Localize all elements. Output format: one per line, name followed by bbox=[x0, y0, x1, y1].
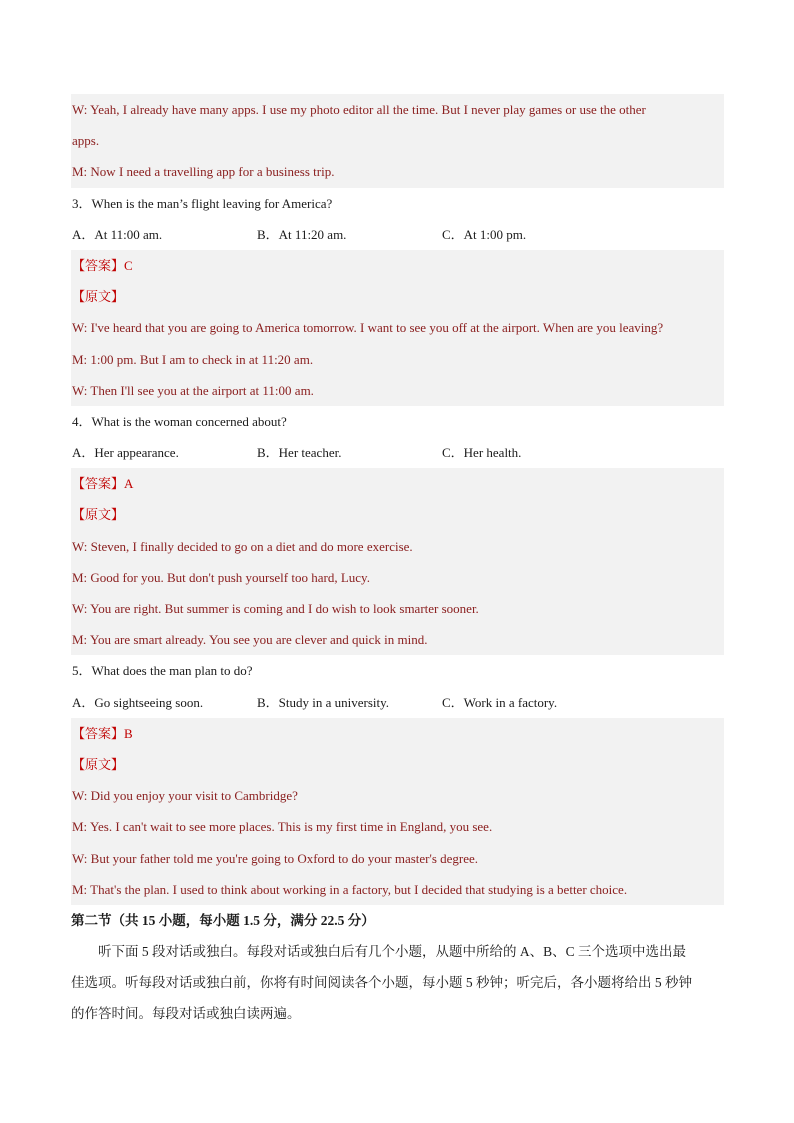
script-tag: 【原文】 bbox=[72, 756, 125, 772]
transcript-line: W: Then I'll see you at the airport at 11:00 am. bbox=[71, 375, 724, 406]
instruction-line: 的作答时间。每段对话或独白读两遍。 bbox=[71, 1006, 301, 1022]
transcript-line: W: But your father told me you're going to Oxford to do your master's degree. bbox=[71, 843, 724, 874]
answer-tag: 【答案】 bbox=[72, 725, 125, 741]
section-2-title: 第二节（共 15 小题，每小题 1.5 分，满分 22.5 分） bbox=[71, 912, 375, 928]
option-a: A．Go sightseeing soon. bbox=[72, 694, 204, 710]
question-3-stem: 3．When is the man’s flight leaving for America? bbox=[72, 195, 333, 211]
transcript-line: M: You are smart already. You see you are clever and quick in mind. bbox=[71, 624, 724, 655]
answer-tag: 【答案】 bbox=[72, 476, 125, 492]
section-2-instructions bbox=[71, 936, 724, 1030]
question-5-stem: 5．What does the man plan to do? bbox=[72, 663, 253, 679]
question-5-options bbox=[71, 687, 724, 718]
exam-page bbox=[71, 94, 724, 1030]
option-c: C．Work in a factory. bbox=[442, 694, 558, 710]
instruction-line: 听下面 5 段对话或独白。每段对话或独白后有几个小题，从题中所给的 A、B、C 三个选项中选出最 bbox=[98, 944, 687, 960]
answer-value: C bbox=[124, 257, 133, 273]
option-c: C．At 1:00 pm. bbox=[442, 226, 527, 242]
option-c: C．Her health. bbox=[442, 445, 522, 461]
option-a: A．Her appearance. bbox=[72, 445, 179, 461]
transcript-line: M: Now I need a travelling app for a business trip. bbox=[71, 156, 724, 187]
transcript-line: W: Yeah, I already have many apps. I use my photo editor all the time. But I never play games or use the other bbox=[71, 94, 724, 125]
answer-value: A bbox=[124, 476, 134, 492]
answer-row bbox=[71, 718, 724, 749]
answer-row bbox=[71, 250, 724, 281]
option-b: B．Study in a university. bbox=[257, 694, 390, 710]
script-tag-row bbox=[71, 749, 724, 780]
answer-value: B bbox=[124, 725, 133, 741]
transcript-line: M: 1:00 pm. But I am to check in at 11:20 am. bbox=[71, 344, 724, 375]
instruction-line: 佳选项。听每段对话或独白前，你将有时间阅读各个小题，每小题 5 秒钟；听完后，各小题将给出 5 秒钟 bbox=[71, 975, 692, 991]
transcript-line: W: You are right. But summer is coming and I do wish to look smarter sooner. bbox=[71, 593, 724, 624]
transcript-line: W: Did you enjoy your visit to Cambridge? bbox=[71, 780, 724, 811]
question-3-options bbox=[71, 219, 724, 250]
transcript-line: apps. bbox=[71, 125, 724, 156]
question-4-options bbox=[71, 437, 724, 468]
transcript-line: W: I've heard that you are going to America tomorrow. I want to see you off at the airport. When are you leaving? bbox=[71, 312, 724, 343]
answer-tag: 【答案】 bbox=[72, 257, 125, 273]
option-b: B．Her teacher. bbox=[257, 445, 342, 461]
answer-row bbox=[71, 468, 724, 499]
option-b: B．At 11:20 am. bbox=[257, 226, 347, 242]
option-a: A．At 11:00 am. bbox=[72, 226, 163, 242]
transcript-line: W: Steven, I finally decided to go on a diet and do more exercise. bbox=[71, 531, 724, 562]
script-tag-row bbox=[71, 281, 724, 312]
transcript-line: M: Yes. I can't wait to see more places. This is my first time in England, you see. bbox=[71, 811, 724, 842]
script-tag: 【原文】 bbox=[72, 289, 125, 305]
script-tag-row bbox=[71, 499, 724, 530]
transcript-line: M: That's the plan. I used to think about working in a factory, but I decided that studying is a better choice. bbox=[71, 874, 724, 905]
script-tag: 【原文】 bbox=[72, 507, 125, 523]
question-4-stem: 4．What is the woman concerned about? bbox=[72, 413, 287, 429]
transcript-line: M: Good for you. But don't push yourself too hard, Lucy. bbox=[71, 562, 724, 593]
